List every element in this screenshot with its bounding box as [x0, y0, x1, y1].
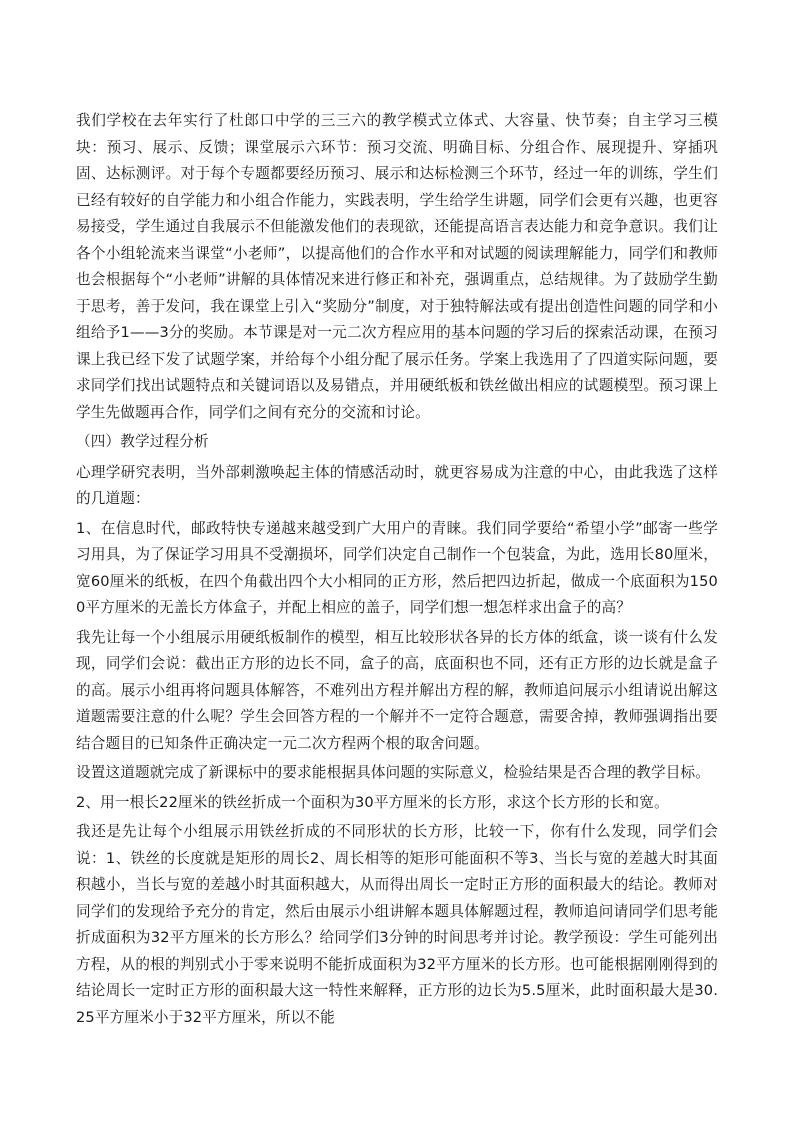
document-body [76, 108, 718, 1034]
paragraph-psychology: 心理学研究表明，当外部刺激唤起主体的情感活动时，就更容易成为注意的中心，由此我选了这样的几道题： [76, 463, 718, 507]
paragraph-problem-2-analysis: 我还是先让每个小组展示用铁丝折成的不同形状的长方形，比较一下，你有什么发现，同学们会说：1、铁丝的长度就是矩形的周长2、周长相等的矩形可能面积不等3、当长与宽的差越大时其面积越小，当长与宽的差越小时其面积越大，从而得出周长一定时正方形的面积最大的结论。教师对同学们的发现给予充分的肯定，然后由展示小组讲解本题具体解题过程，教师追问请同学们思考能折成面积为32平方厘米的长方形么？给同学们3分钟的时间思考并讨论。教学预设：学生可能列出方程，从的根的判别式小于零来说明不能折成面积为32平方厘米的长方形。也可能根据刚刚得到的结论周长一定时正方形的面积最大这一特性来解释，正方形的边长为5.5厘米，此时面积最大是30.25平方厘米小于32平方厘米，所以不能 [76, 823, 718, 1026]
paragraph-teaching-model: 我们学校在去年实行了杜郎口中学的三三六的教学模式立体式、大容量、快节奏；自主学习三模块：预习、展示、反馈；课堂展示六环节：预习交流、明确目标、分组合作、展现提升、穿插巩固、达标测评。对于每个专题都要经历预习、展示和达标检测三个环节，经过一年的训练，学生们已经有较好的自学能力和小组合作能力，实践表明，学生给学生讲题，同学们会更有兴趣，也更容易接受，学生通过自我展示不但能激发他们的表现欲，还能提高语言表达能力和竞争意识。我们让各个小组轮流来当课堂“小老师”，以提高他们的合作水平和对试题的阅读理解能力，同学们和教师也会根据每个“小老师”讲解的具体情况来进行修正和补充，强调重点，总结规律。为了鼓励学生勤于思考，善于发问，我在课堂上引入“奖励分”制度，对于独特解法或有提出创造性问题的同学和小组给予1——3分的奖励。本节课是对一元二次方程应用的基本问题的学习后的探索活动课，在预习课上我已经下发了试题学案，并给每个小组分配了展示任务。学案上我选用了了四道实际问题，要求同学们找出试题特点和关键词语以及易错点，并用硬纸板和铁丝做出相应的试题模型。预习课上学生先做题再合作，同学们之间有充分的交流和讨论。 [76, 112, 718, 421]
paragraph-problem-1: 1、在信息时代，邮政特快专递越来越受到广大用户的青睐。我们同学要给“希望小学”邮寄一些学习用具，为了保证学习用具不受潮损坏，同学们决定自己制作一个包装盒，为此，选用长80厘米，宽60厘米的纸板，在四个角截出四个大小相同的正方形，然后把四边折起，做成一个底面积为1500平方厘米的无盖长方体盒子，并配上相应的盖子，同学们想一想怎样求出盒子的高？ [76, 519, 718, 616]
paragraph-problem-1-goal: 设置这道题就完成了新课标中的要求能根据具体问题的实际意义，检验结果是否合理的教学目标。 [76, 764, 710, 781]
section-heading: （四）教学过程分析 [76, 433, 209, 450]
paragraph-problem-2: 2、用一根长22厘米的铁丝折成一个面积为30平方厘米的长方形，求这个长方形的长和宽。 [76, 793, 669, 811]
paragraph-problem-1-analysis: 我先让每一个小组展示用硬纸板制作的模型，相互比较形状各异的长方体的纸盒，谈一谈有什么发现，同学们会说：截出正方形的边长不同，盒子的高，底面积也不同，还有正方形的边长就是盒子的高。展示小组再将问题具体解答，不难列出方程并解出方程的解，教师追问展示小组请说出解这道题需要注意的什么呢？学生会回答方程的一个解并不一定符合题意，需要舍掉，教师强调指出要结合题目的已知条件正确决定一元二次方程两个根的取舍问题。 [76, 628, 718, 752]
